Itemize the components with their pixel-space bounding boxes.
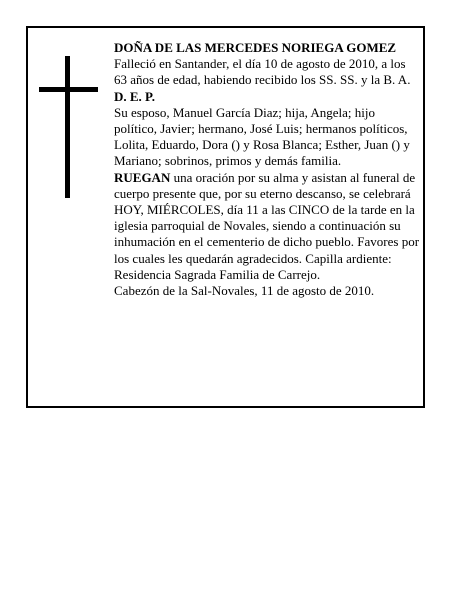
death-info: Falleció en Santander, el día 10 de agosto de 2010, a los 63 años de edad, habiendo recibido los SS. SS. y la B. A.: [114, 56, 411, 88]
obituary-notice: [26, 26, 425, 408]
request-body: una oración por su alma y asistan al funeral de cuerpo presente que, por su eterno descanso, se celebrará HOY, MIÉRCOLES, día 11 a las CINCO de la tarde en la iglesia parroquial de Novales, siendo a continuación su inhumación en el cementerio de dicho pueblo. Favores por los cuales les quedarán agradecidos. Capilla ardiente: Residencia Sagrada Familia de Carrejo.: [114, 169, 420, 282]
notice-text: [114, 40, 421, 299]
cross-icon: [39, 56, 99, 198]
family-list: Su esposo, Manuel García Diaz; hija, Angela; hijo político, Javier; hermano, José Luis; hermanos políticos, Lolita, Eduardo, Dora () y Rosa Blanca; Esther, Juan () y Mariano; sobrinos, primos y demás familia.: [114, 104, 410, 169]
cross-horizontal-bar: [39, 87, 98, 92]
cross-vertical-bar: [65, 56, 70, 198]
place-date: Cabezón de la Sal-Novales, 11 de agosto de 2010.: [114, 283, 375, 299]
dep-line: D. E. P.: [114, 88, 156, 104]
deceased-name: DOÑA DE LAS MERCEDES NORIEGA GOMEZ: [114, 40, 397, 55]
request-lead: RUEGAN: [114, 169, 171, 185]
funeral-request: [114, 170, 421, 283]
